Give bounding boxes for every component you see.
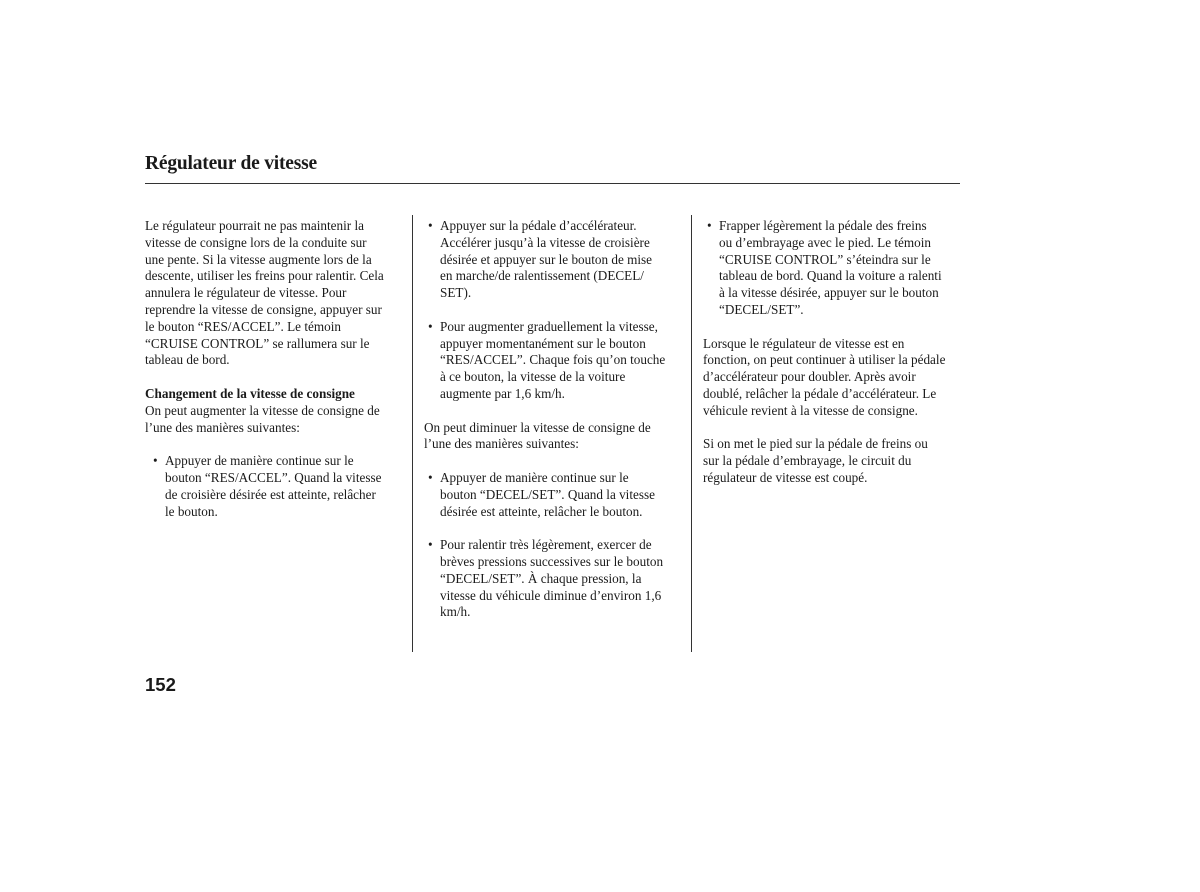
paragraph: Le régulateur pourrait ne pas maintenir la vitesse de consigne lors de la conduite sur une pente. Si la vitesse augmente lors de la descente, utiliser les freins pour ralentir. Cela annulera le régulateur de vitesse. Pour reprendre la vitesse de consigne, appuyer sur le bouton “RES/ACCEL”. Le témoin “CRUISE CONTROL” se rallumera sur le tableau de bord. bbox=[145, 218, 384, 368]
column-3 bbox=[703, 218, 965, 504]
bullet-text: Appuyer de manière continue sur le bouton “DECEL/SET”. Quand la vitesse désirée est atteinte, relâcher le bouton. bbox=[440, 469, 655, 519]
column-1 bbox=[145, 218, 407, 537]
bullet-icon: • bbox=[428, 537, 433, 553]
bullet-item bbox=[703, 218, 965, 319]
bullet-item bbox=[149, 453, 407, 520]
section-block bbox=[145, 386, 407, 436]
bullet-item bbox=[424, 537, 686, 621]
paragraph: On peut diminuer la vitesse de consigne de l’une des manières suivantes: bbox=[424, 419, 651, 452]
bullet-icon: • bbox=[428, 218, 433, 233]
bullet-text: Appuyer sur la pédale d’accélérateur. Accélérer jusqu’à la vitesse de croisière désirée et appuyer sur le bouton de mise en marche/de ralentissement (DECEL/ SET). bbox=[440, 218, 653, 301]
section-subheading: Changement de la vitesse de consigne bbox=[145, 385, 355, 401]
bullet-text: Pour augmenter graduellement la vitesse, appuyer momentanément sur le bouton “RES/ACCEL”. Chaque fois qu’on touche à ce bouton, la vitesse de la voiture augmente par 1,6 km/h. bbox=[440, 318, 666, 401]
bullet-icon: • bbox=[707, 218, 712, 233]
bullet-text: Frapper légèrement la pédale des freins ou d’embrayage avec le pied. Le témoin “CRUISE CONTROL” s’éteindra sur le tableau de bord. Quand la voiture a ralenti à la vitesse désirée, appuyer sur le bouton “DECEL/SET”. bbox=[719, 218, 942, 317]
bullet-item bbox=[424, 218, 686, 302]
page-title: Régulateur de vitesse bbox=[145, 153, 317, 174]
column-divider bbox=[412, 215, 413, 652]
column-2 bbox=[424, 218, 686, 638]
paragraph: On peut augmenter la vitesse de consigne de l’une des manières suivantes: bbox=[145, 402, 380, 435]
header-rule bbox=[145, 183, 960, 184]
bullet-item bbox=[424, 470, 686, 520]
bullet-item bbox=[424, 319, 686, 403]
bullet-icon: • bbox=[153, 453, 158, 469]
column-divider bbox=[691, 215, 692, 652]
bullet-text: Appuyer de manière continue sur le bouton “RES/ACCEL”. Quand la vitesse de croisière désirée est atteinte, relâcher le bouton. bbox=[165, 453, 382, 519]
bullet-icon: • bbox=[428, 318, 433, 334]
paragraph: Si on met le pied sur la pédale de freins ou sur la pédale d’embrayage, le circuit du régulateur de vitesse est coupé. bbox=[703, 436, 928, 485]
bullet-icon: • bbox=[428, 469, 433, 485]
paragraph: Lorsque le régulateur de vitesse est en fonction, on peut continuer à utiliser la pédale d’accélérateur pour doubler. Après avoir doublé, relâcher la pédale d’accélérateur. Le véhicule revient à la vitesse de consigne. bbox=[703, 335, 946, 418]
bullet-text: Pour ralentir très légèrement, exercer de brèves pressions successives sur le bouton “DECEL/SET”. À chaque pression, la vitesse du véhicule diminue d’environ 1,6 km/h. bbox=[440, 537, 664, 620]
page-number: 152 bbox=[145, 674, 176, 695]
